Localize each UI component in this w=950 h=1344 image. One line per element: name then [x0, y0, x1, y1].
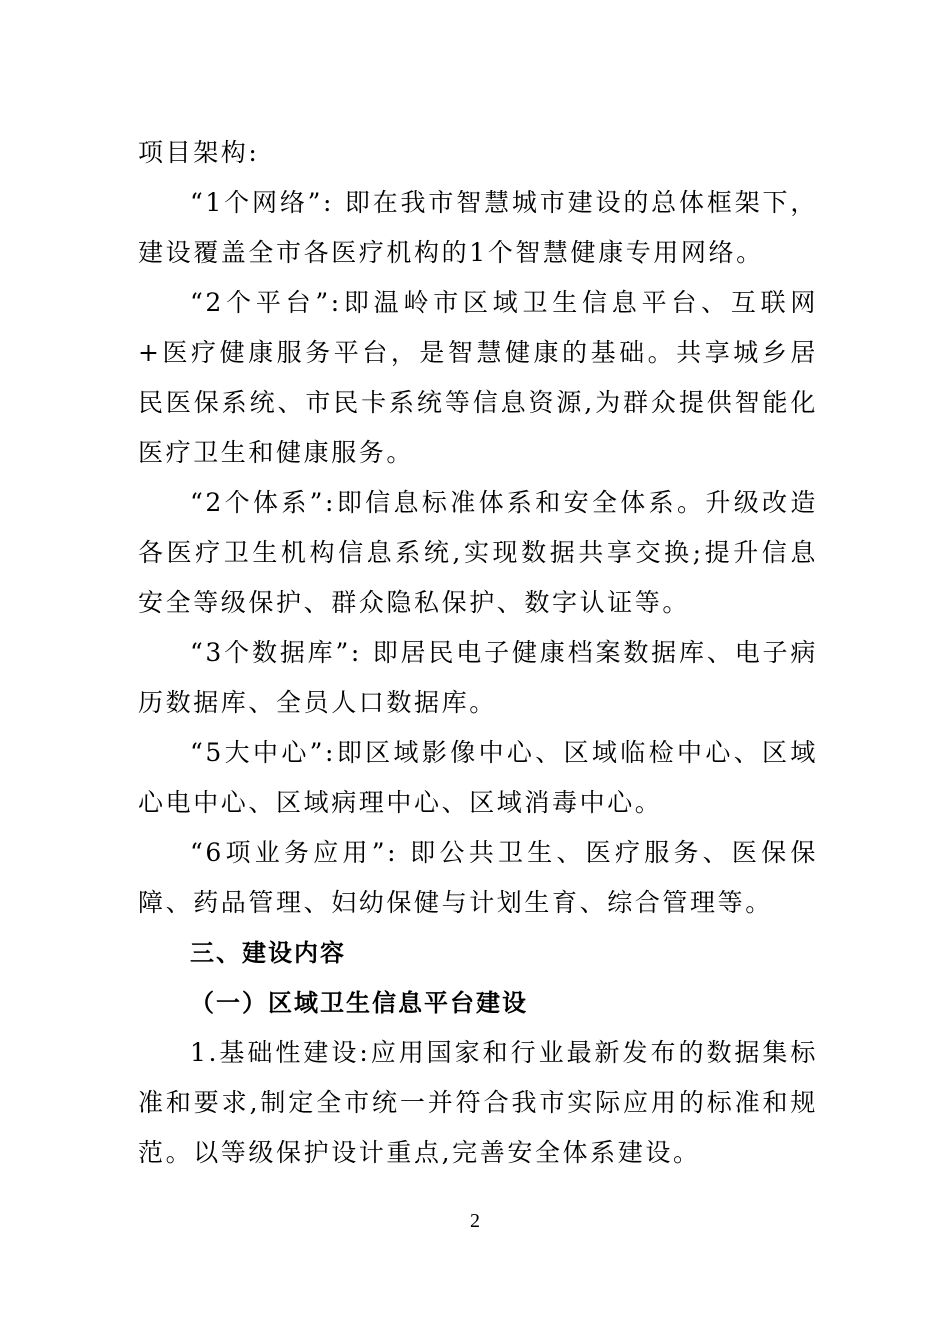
document-body — [138, 128, 818, 1178]
section-heading: 三、建设内容 — [190, 939, 346, 967]
paragraph-two-platforms: “2个平台”:即温岭市区域卫生信息平台、互联网+医疗健康服务平台，是智慧健康的基础。共享城乡居民医保系统、市民卡系统等信息资源,为群众提供智能化医疗卫生和健康服务。 — [138, 288, 818, 467]
paragraph-two-systems: “2个体系”:即信息标准体系和安全体系。升级改造各医疗卫生机构信息系统,实现数据共享交换;提升信息安全等级保护、群众隐私保护、数字认证等。 — [138, 488, 818, 617]
paragraph-three-databases: “3个数据库”: 即居民电子健康档案数据库、电子病历数据库、全员人口数据库。 — [138, 638, 818, 717]
paragraph-one-network: “1个网络”: 即在我市智慧城市建设的总体框架下，建设覆盖全市各医疗机构的1个智慧健康专用网络。 — [138, 188, 818, 267]
paragraph-architecture-intro: 项目架构: — [138, 138, 260, 167]
paragraph-basic-construction: 1.基础性建设:应用国家和行业最新发布的数据集标准和要求,制定全市统一并符合我市实际应用的标准和规范。以等级保护设计重点,完善安全体系建设。 — [138, 1038, 818, 1167]
paragraph-six-applications: “6项业务应用”: 即公共卫生、医疗服务、医保保障、药品管理、妇幼保健与计划生育、综合管理等。 — [138, 838, 818, 917]
subsection-heading: （一）区域卫生信息平台建设 — [190, 989, 528, 1017]
page-number: 2 — [470, 1210, 480, 1232]
paragraph-five-centers: “5大中心”:即区域影像中心、区域临检中心、区域心电中心、区域病理中心、区域消毒中心。 — [138, 738, 818, 817]
